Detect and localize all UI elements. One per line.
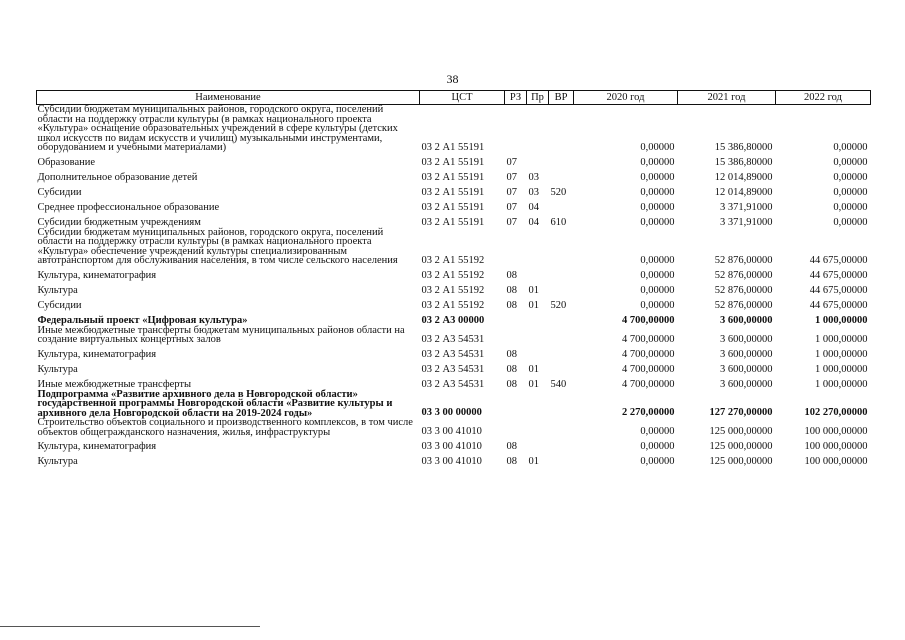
header-2022: 2022 год xyxy=(776,91,871,105)
cell-y2022: 44 675,00000 xyxy=(809,254,868,266)
cell-y2021: 3 600,00000 xyxy=(720,314,773,326)
cell-rz: 08 xyxy=(506,363,517,375)
table-row xyxy=(37,213,871,228)
table-row xyxy=(37,326,871,345)
cell-rz xyxy=(505,311,527,326)
cell-name: Культура xyxy=(37,456,78,467)
cell-y2020: 0,00000 xyxy=(640,171,675,183)
cell-cst: 03 3 00 41010 xyxy=(421,441,482,452)
table-row xyxy=(37,228,871,266)
cell-name: Иные межбюджетные трансферты xyxy=(37,378,192,390)
cell-cst: 03 2 А3 54531 xyxy=(421,333,485,345)
cell-vr: 540 xyxy=(550,378,567,390)
cell-y2021: 15 386,80000 xyxy=(714,156,773,168)
cell-name: Культура, кинематография xyxy=(37,348,157,360)
header-cst: ЦСТ xyxy=(420,91,505,105)
cell-name: Субсидии бюджетам муниципальных районов, городского округа, поселений области на поддержку отрасли культуры (в рамках национального проекта «Культура» оснащение образовательных учреждений в сфере культуры (детских школ искусств по видам искусств и училищ) музыкальными инструментами, оборудованием и учебными материалами) xyxy=(37,104,398,153)
table-row xyxy=(37,266,871,281)
cell-vr xyxy=(549,266,574,281)
table-header-row xyxy=(37,91,871,105)
cell-rz: 08 xyxy=(506,348,517,360)
cell-rz: 07 xyxy=(506,201,517,213)
cell-name: Культура, кинематография xyxy=(37,441,157,452)
cell-y2020: 4 700,00000 xyxy=(622,363,675,375)
budget-table xyxy=(36,90,871,467)
cell-y2020: 0,00000 xyxy=(640,441,675,452)
cell-pr xyxy=(527,105,549,153)
cell-rz: 07 xyxy=(506,216,517,228)
cell-y2021: 127 270,00000 xyxy=(709,407,773,418)
table-row xyxy=(37,281,871,296)
cell-rz: 08 xyxy=(506,284,517,296)
cell-name: Культура, кинематография xyxy=(37,269,157,281)
cell-vr xyxy=(549,105,574,153)
cell-name: Образование xyxy=(37,156,96,168)
header-rz: РЗ xyxy=(505,91,527,105)
cell-y2020: 0,00000 xyxy=(640,456,675,467)
header-vr: ВР xyxy=(549,91,574,105)
cell-pr: 03 xyxy=(528,171,539,183)
cell-y2022: 100 000,00000 xyxy=(804,426,868,437)
table-row xyxy=(37,168,871,183)
table-row xyxy=(37,390,871,419)
table-row xyxy=(37,183,871,198)
cell-rz: 08 xyxy=(506,441,517,452)
cell-pr: 04 xyxy=(528,201,539,213)
cell-cst: 03 2 А1 55191 xyxy=(421,156,485,168)
cell-y2022: 0,00000 xyxy=(833,141,868,153)
cell-y2021: 52 876,00000 xyxy=(714,284,773,296)
table-row xyxy=(37,153,871,168)
cell-rz: 08 xyxy=(506,299,517,311)
cell-pr xyxy=(527,311,549,326)
header-name: Наименование xyxy=(37,91,420,105)
cell-y2020: 0,00000 xyxy=(640,254,675,266)
cell-pr: 01 xyxy=(528,299,539,311)
table-row xyxy=(37,296,871,311)
cell-rz: 07 xyxy=(506,186,517,198)
table-row xyxy=(37,345,871,360)
cell-vr xyxy=(549,360,574,375)
cell-y2021: 125 000,00000 xyxy=(709,441,773,452)
cell-y2022: 0,00000 xyxy=(833,156,868,168)
cell-vr xyxy=(549,168,574,183)
cell-name: Культура xyxy=(37,284,78,296)
cell-y2020: 0,00000 xyxy=(640,269,675,281)
cell-name: Иные межбюджетные трансферты бюджетам муниципальных районов области на создание виртуальных концертных залов xyxy=(37,324,405,345)
cell-pr xyxy=(527,326,549,345)
table-row xyxy=(37,360,871,375)
cell-vr xyxy=(549,198,574,213)
cell-y2021: 3 600,00000 xyxy=(720,378,773,390)
cell-cst: 03 2 А1 55191 xyxy=(421,141,485,153)
cell-y2022: 1 000,00000 xyxy=(815,378,868,390)
cell-y2021: 52 876,00000 xyxy=(714,254,773,266)
cell-pr: 01 xyxy=(528,456,539,467)
cell-pr: 03 xyxy=(528,186,539,198)
header-pr: Пр xyxy=(527,91,549,105)
cell-pr xyxy=(527,390,549,419)
cell-name: Субсидии бюджетам муниципальных районов, городского округа, поселений области на поддержку отрасли культуры (в рамках национального проекта «Культура» обеспечение учреждений культуры специализированным автотранспортом для обслуживания населения, в том числе сельского населения xyxy=(37,226,398,266)
table-row xyxy=(37,198,871,213)
cell-cst: 03 3 00 41010 xyxy=(421,456,482,467)
cell-vr xyxy=(549,345,574,360)
cell-cst: 03 2 А1 55192 xyxy=(421,269,485,281)
cell-y2020: 0,00000 xyxy=(640,299,675,311)
cell-y2022: 102 270,00000 xyxy=(804,407,868,418)
cell-rz: 07 xyxy=(506,171,517,183)
cell-vr: 520 xyxy=(550,299,567,311)
cell-y2022: 100 000,00000 xyxy=(804,441,868,452)
cell-rz xyxy=(505,390,527,419)
cell-name: Федеральный проект «Цифровая культура» xyxy=(37,314,248,326)
cell-y2021: 12 014,89000 xyxy=(714,186,773,198)
cell-cst: 03 3 00 41010 xyxy=(421,426,482,437)
cell-y2020: 0,00000 xyxy=(640,426,675,437)
cell-y2022: 0,00000 xyxy=(833,186,868,198)
cell-pr xyxy=(527,437,549,452)
cell-pr xyxy=(527,418,549,437)
header-2020: 2020 год xyxy=(574,91,678,105)
cell-pr: 01 xyxy=(528,284,539,296)
table-row xyxy=(37,375,871,390)
cell-y2020: 4 700,00000 xyxy=(622,333,675,345)
cell-y2021: 125 000,00000 xyxy=(709,456,773,467)
cell-name: Культура xyxy=(37,363,78,375)
cell-vr: 520 xyxy=(550,186,567,198)
cell-y2022: 0,00000 xyxy=(833,201,868,213)
cell-rz: 08 xyxy=(506,378,517,390)
cell-y2020: 4 700,00000 xyxy=(622,378,675,390)
cell-vr: 610 xyxy=(550,216,567,228)
cell-cst: 03 2 А3 54531 xyxy=(421,378,485,390)
cell-y2021: 125 000,00000 xyxy=(709,426,773,437)
table-row xyxy=(37,452,871,467)
cell-name: Субсидии xyxy=(37,186,82,198)
cell-y2021: 52 876,00000 xyxy=(714,269,773,281)
cell-y2020: 4 700,00000 xyxy=(622,314,675,326)
cell-vr xyxy=(549,418,574,437)
cell-pr: 04 xyxy=(528,216,539,228)
cell-vr xyxy=(549,452,574,467)
cell-y2021: 3 600,00000 xyxy=(720,333,773,345)
cell-pr xyxy=(527,266,549,281)
table-row xyxy=(37,105,871,153)
cell-cst: 03 2 А1 55192 xyxy=(421,299,485,311)
header-2021: 2021 год xyxy=(678,91,776,105)
cell-y2020: 0,00000 xyxy=(640,216,675,228)
cell-pr xyxy=(527,228,549,266)
cell-y2020: 0,00000 xyxy=(640,284,675,296)
cell-y2021: 52 876,00000 xyxy=(714,299,773,311)
cell-pr xyxy=(527,153,549,168)
cell-name: Дополнительное образование детей xyxy=(37,171,198,183)
cell-rz: 08 xyxy=(506,456,517,467)
cell-y2022: 44 675,00000 xyxy=(809,299,868,311)
cell-vr xyxy=(549,281,574,296)
cell-y2021: 3 600,00000 xyxy=(720,348,773,360)
cell-cst: 03 2 А1 55192 xyxy=(421,254,485,266)
cell-rz: 08 xyxy=(506,269,517,281)
cell-cst: 03 2 А1 55191 xyxy=(421,201,485,213)
cell-cst: 03 2 А3 00000 xyxy=(421,314,485,326)
cell-vr xyxy=(549,390,574,419)
cell-rz xyxy=(505,418,527,437)
cell-pr: 01 xyxy=(528,378,539,390)
cell-name: Субсидии бюджетным учреждениям xyxy=(37,216,201,228)
cell-y2022: 0,00000 xyxy=(833,216,868,228)
cell-rz xyxy=(505,105,527,153)
cell-rz: 07 xyxy=(506,156,517,168)
cell-y2020: 2 270,00000 xyxy=(622,407,675,418)
cell-vr xyxy=(549,326,574,345)
cell-cst: 03 2 А1 55191 xyxy=(421,216,485,228)
cell-pr xyxy=(527,345,549,360)
cell-vr xyxy=(549,311,574,326)
cell-y2021: 3 371,91000 xyxy=(720,201,773,213)
cell-vr xyxy=(549,228,574,266)
cell-y2020: 0,00000 xyxy=(640,141,675,153)
cell-cst: 03 2 А1 55191 xyxy=(421,186,485,198)
cell-y2022: 44 675,00000 xyxy=(809,269,868,281)
cell-y2021: 15 386,80000 xyxy=(714,141,773,153)
cell-y2022: 0,00000 xyxy=(833,171,868,183)
cell-name: Строительство объектов социального и производственного комплексов, в том числе объектов общегражданского назначения, жилья, инфраструктуры xyxy=(37,417,413,438)
cell-cst: 03 2 А1 55192 xyxy=(421,284,485,296)
cell-cst: 03 2 А3 54531 xyxy=(421,348,485,360)
cell-name: Субсидии xyxy=(37,299,82,311)
cell-y2022: 1 000,00000 xyxy=(815,348,868,360)
cell-pr: 01 xyxy=(528,363,539,375)
cell-vr xyxy=(549,153,574,168)
cell-y2022: 1 000,00000 xyxy=(815,363,868,375)
table-row xyxy=(37,311,871,326)
cell-cst: 03 3 00 00000 xyxy=(421,407,482,418)
footer-divider xyxy=(0,626,260,627)
table-row xyxy=(37,418,871,437)
table-body xyxy=(37,105,871,468)
cell-name: Подпрограмма «Развитие архивного дела в Новгородской области» государственной программы Новгородской области «Развитие культуры и архивного дела Новгородской области на 2019-2024 годы» xyxy=(37,388,393,419)
cell-y2020: 0,00000 xyxy=(640,186,675,198)
cell-cst: 03 2 А3 54531 xyxy=(421,363,485,375)
cell-y2022: 100 000,00000 xyxy=(804,456,868,467)
cell-y2021: 3 600,00000 xyxy=(720,363,773,375)
cell-y2022: 1 000,00000 xyxy=(815,314,868,326)
cell-name: Среднее профессиональное образование xyxy=(37,201,220,213)
cell-rz xyxy=(505,228,527,266)
cell-vr xyxy=(549,437,574,452)
cell-cst: 03 2 А1 55191 xyxy=(421,171,485,183)
cell-y2022: 1 000,00000 xyxy=(815,333,868,345)
cell-y2021: 12 014,89000 xyxy=(714,171,773,183)
cell-y2020: 4 700,00000 xyxy=(622,348,675,360)
cell-y2020: 0,00000 xyxy=(640,201,675,213)
cell-y2021: 3 371,91000 xyxy=(720,216,773,228)
page-number: 38 xyxy=(446,72,459,86)
cell-rz xyxy=(505,326,527,345)
table-row xyxy=(37,437,871,452)
cell-y2022: 44 675,00000 xyxy=(809,284,868,296)
cell-y2020: 0,00000 xyxy=(640,156,675,168)
